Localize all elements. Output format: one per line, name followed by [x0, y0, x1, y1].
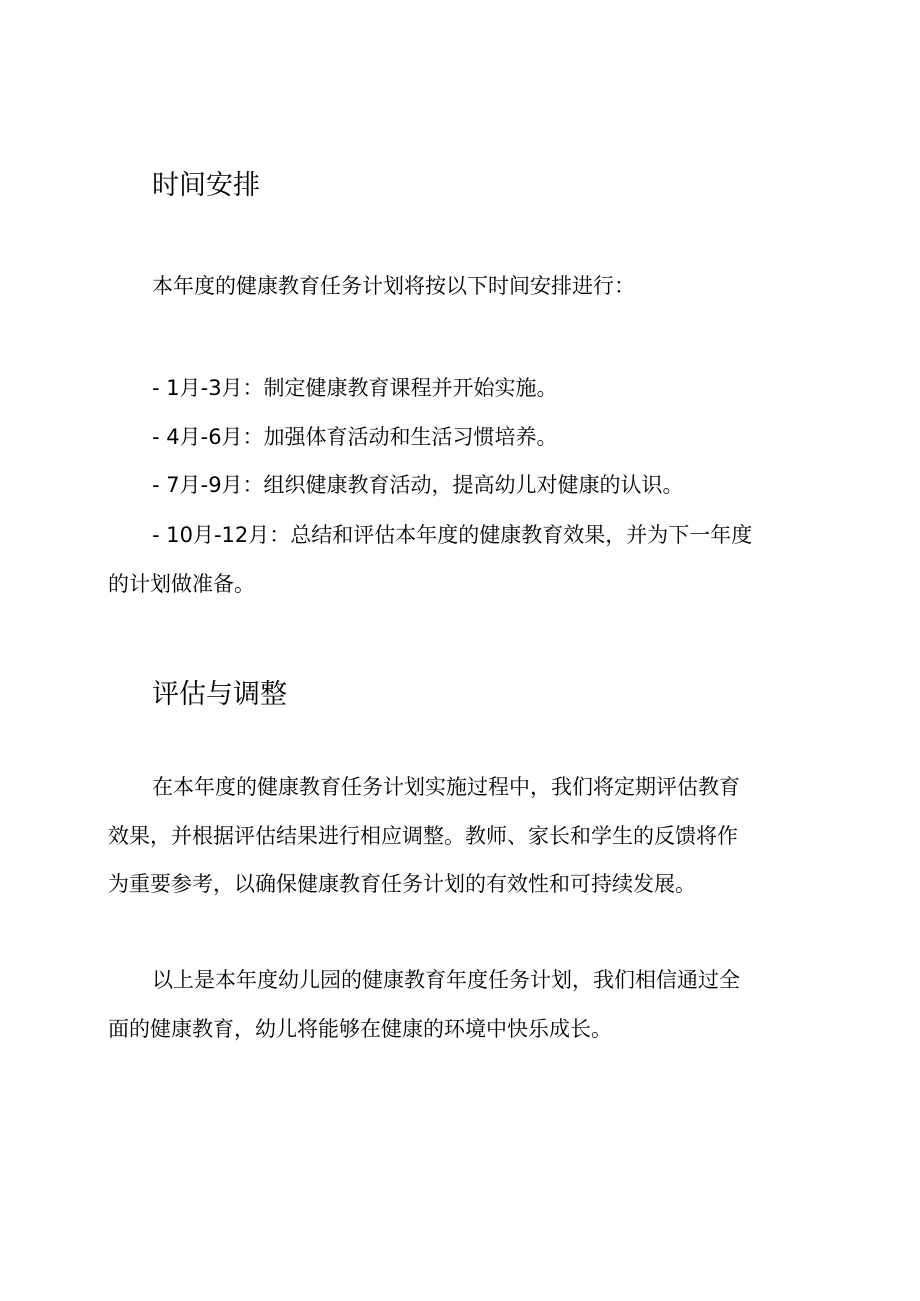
- schedule-item: - 10月-12月：总结和评估本年度的健康教育效果，并为下一年度: [152, 523, 753, 547]
- schedule-heading: 时间安排: [152, 170, 260, 201]
- paragraph-line: 效果，并根据评估结果进行相应调整。教师、家长和学生的反馈将作: [108, 824, 738, 848]
- paragraph-line: 为重要参考，以确保健康教育任务计划的有效性和可持续发展。: [108, 872, 696, 896]
- schedule-intro: 本年度的健康教育任务计划将按以下时间安排进行：: [152, 274, 635, 298]
- schedule-item-continuation: 的计划做准备。: [108, 572, 255, 596]
- paragraph-line: 在本年度的健康教育任务计划实施过程中，我们将定期评估教育: [152, 775, 740, 799]
- schedule-item: - 4月-6月：加强体育活动和生活习惯培养。: [152, 425, 558, 449]
- schedule-item: - 1月-3月：制定健康教育课程并开始实施。: [152, 376, 558, 400]
- paragraph-line: 面的健康教育，幼儿将能够在健康的环境中快乐成长。: [108, 1017, 612, 1041]
- evaluation-heading: 评估与调整: [152, 679, 287, 710]
- schedule-item: - 7月-9月：组织健康教育活动，提高幼儿对健康的认识。: [152, 473, 684, 497]
- paragraph-line: 以上是本年度幼儿园的健康教育年度任务计划，我们相信通过全: [152, 968, 740, 992]
